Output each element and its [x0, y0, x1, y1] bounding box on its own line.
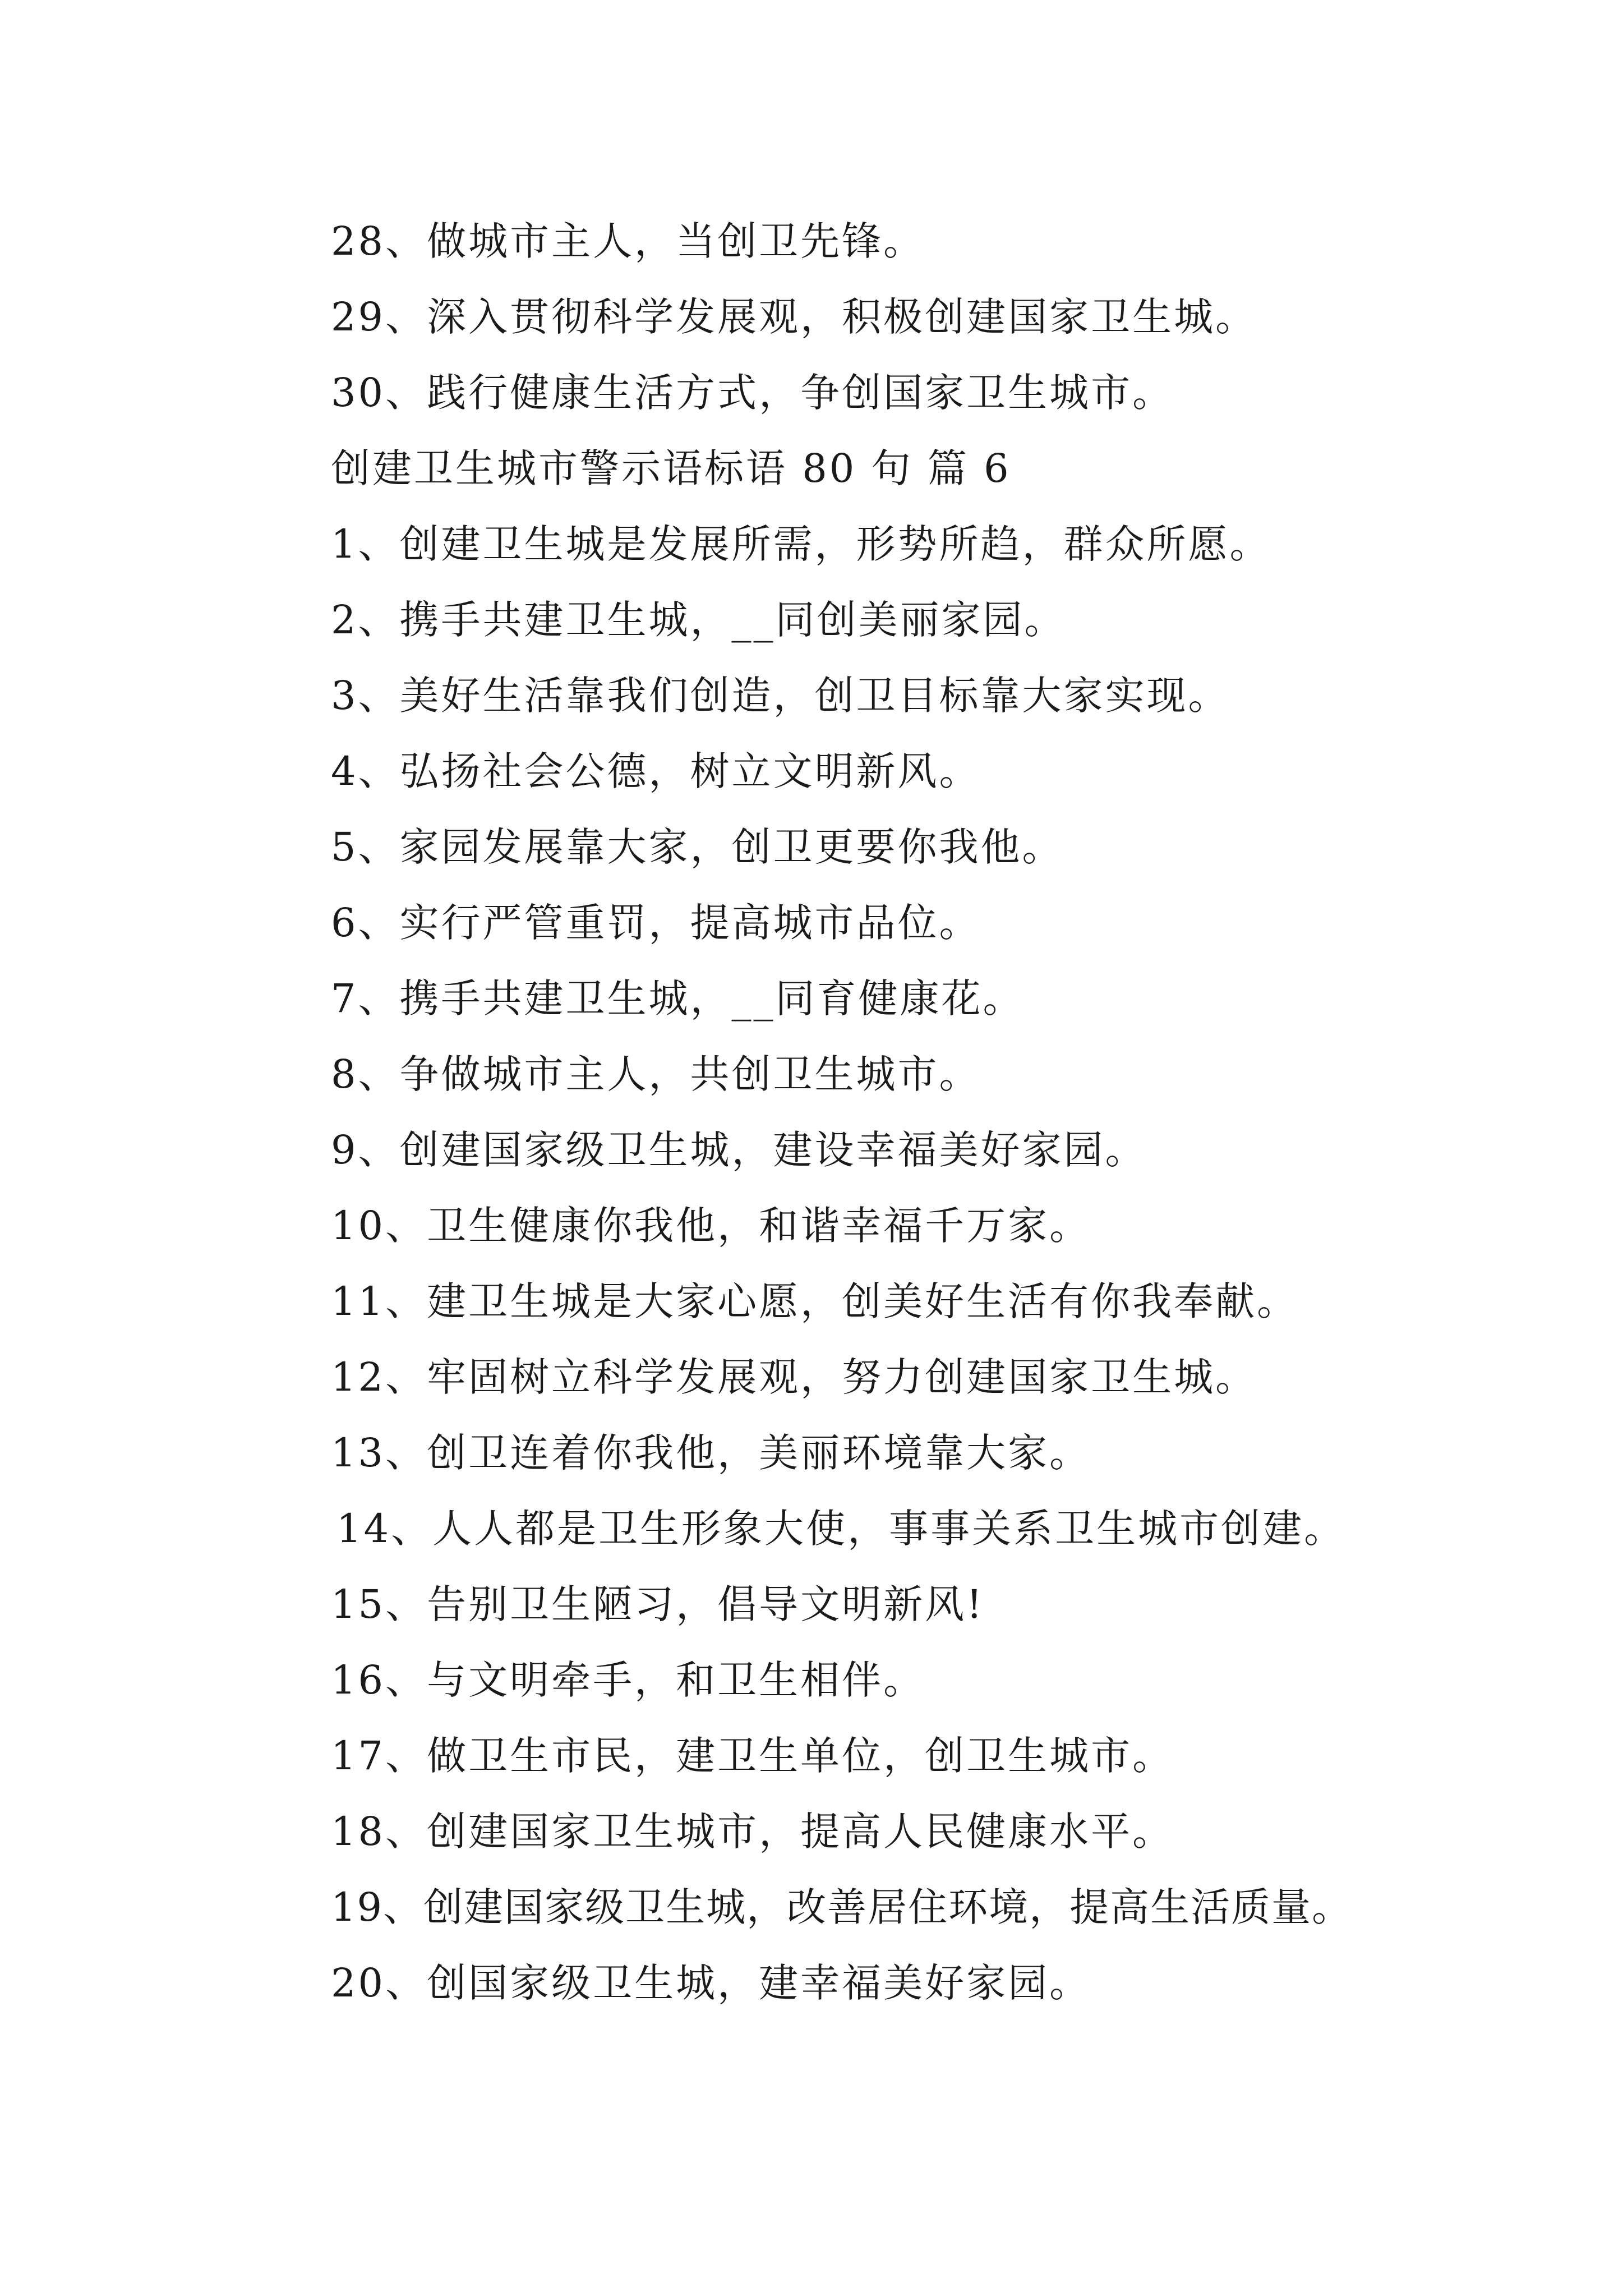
text-line: 18、创建国家卫生城市，提高人民健康水平。 [331, 1809, 1174, 1855]
text-line: 12、牢固树立科学发展观，努力创建国家卫生城。 [331, 1354, 1257, 1400]
section-heading: 创建卫生城市警示语标语 80 句 篇 6 [331, 445, 1011, 491]
text-line: 6、实行严管重罚，提高城市品位。 [331, 900, 981, 946]
text-line: 13、创卫连着你我他，美丽环境靠大家。 [331, 1430, 1091, 1476]
text-line: 1、创建卫生城是发展所需，形势所趋，群众所愿。 [331, 521, 1271, 567]
text-line: 8、争做城市主人，共创卫生城市。 [331, 1051, 981, 1097]
text-line: 17、做卫生市民，建卫生单位，创卫生城市。 [331, 1733, 1174, 1779]
text-line: 10、卫生健康你我他，和谐幸福千万家。 [331, 1203, 1091, 1249]
text-line: 28、做城市主人，当创卫先锋。 [331, 218, 925, 264]
text-line: 30、践行健康生活方式，争创国家卫生城市。 [331, 370, 1174, 416]
text-line: 9、创建国家级卫生城，建设幸福美好家园。 [331, 1127, 1147, 1173]
text-line: 16、与文明牵手，和卫生相伴。 [331, 1657, 925, 1703]
text-line: 14、人人都是卫生形象大使，事事关系卫生城市创建。 [336, 1506, 1346, 1552]
text-line: 4、弘扬社会公德，树立文明新风。 [331, 748, 981, 794]
text-line: 7、携手共建卫生城，__同育健康花。 [331, 976, 1025, 1022]
text-line: 11、建卫生城是大家心愿，创美好生活有你我奉献。 [331, 1278, 1299, 1324]
text-line: 20、创国家级卫生城，建幸福美好家园。 [331, 1960, 1091, 2006]
text-line: 15、告别卫生陋习，倡导文明新风! [331, 1581, 985, 1627]
text-line: 19、创建国家级卫生城，改善居住环境，提高生活质量。 [331, 1884, 1353, 1930]
text-line: 2、携手共建卫生城，__同创美丽家园。 [331, 597, 1066, 643]
text-line: 29、深入贯彻科学发展观，积极创建国家卫生城。 [331, 294, 1257, 340]
text-line: 5、家园发展靠大家，创卫更要你我他。 [331, 824, 1064, 870]
text-line: 3、美好生活靠我们创造，创卫目标靠大家实现。 [331, 673, 1230, 719]
